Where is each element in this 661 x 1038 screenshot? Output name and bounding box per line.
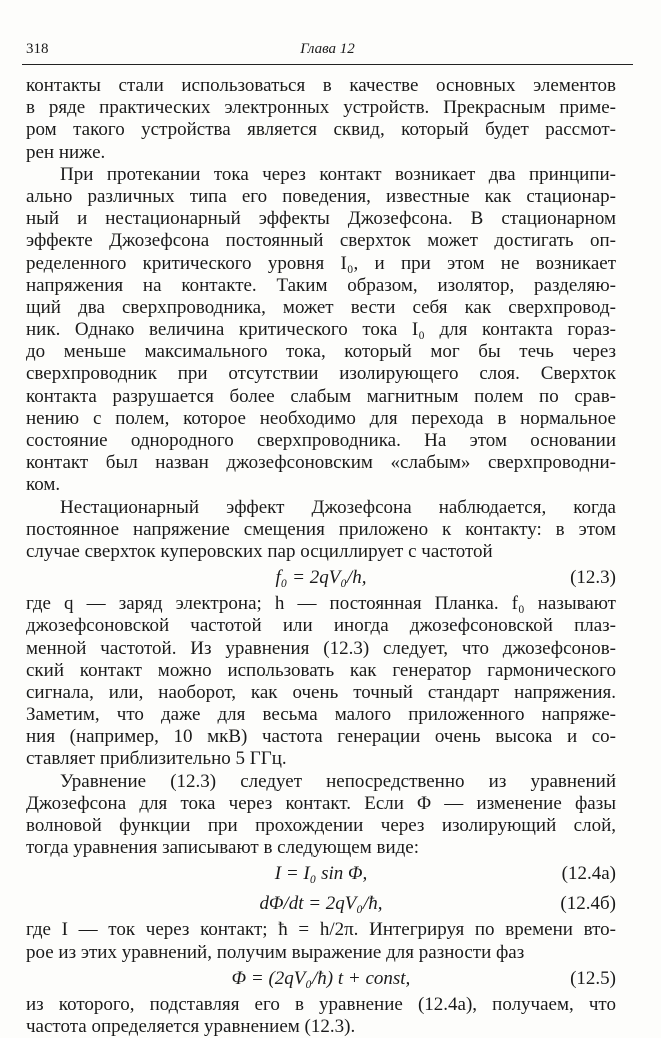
text-line: Заметим, что даже для весьма малого приложенного напряже-	[26, 704, 616, 726]
text-line: из которого, подставляя его в уравнение (12.4a), получаем, что	[26, 993, 616, 1015]
text-line: Джозефсона для тока через контакт. Если Φ — изменение фазы	[26, 792, 616, 814]
text-line: ния (например, 10 мкВ) частота генерации очень высока и со-	[26, 726, 616, 748]
text-line: ром такого устройства является сквид, который будет рассмот-	[26, 119, 616, 141]
text-line: ский контакт можно использовать как генератор гармонического	[26, 659, 616, 681]
text-line: ределенного критического уровня I₀, и при этом не возникает	[26, 252, 616, 274]
text-line: ком.	[26, 474, 61, 496]
page-body	[26, 75, 616, 1038]
text-line: контакт был назван джозефсоновским «слабым» сверхпроводни-	[26, 452, 616, 474]
text-line: При протекании тока через контакт возникает два принципи-	[60, 163, 616, 185]
equation-12-5	[26, 964, 616, 994]
text-line: ально различных типа его поведения, известные как стационар-	[26, 185, 616, 207]
text-line: случае сверхток куперовских пар осциллирует с частотой	[26, 540, 493, 562]
text-line: где I — ток через контакт; ħ = h/2π. Интегрируя по времени вто-	[26, 919, 616, 941]
text-line: ный и нестационарный эффекты Джозефсона. В стационарном	[26, 208, 616, 230]
text-line: где q — заряд электрона; h — постоянная Планка. f₀ называют	[26, 593, 616, 615]
chapter-title: Глава 12	[300, 41, 355, 57]
text-line: постоянное напряжение смещения приложено к контакту: в этом	[26, 518, 616, 540]
equation-number: (12.5)	[570, 967, 616, 989]
text-line: контакты стали использоваться в качестве основных элементов	[26, 75, 616, 96]
equation-number: (12.4б)	[560, 893, 616, 915]
text-line: рое из этих уравнений, получим выражение для разности фаз	[26, 941, 525, 963]
text-line: состояние однородного сверхпроводника. На этом основании	[26, 430, 616, 451]
text-line: эффекте Джозефсона постоянный сверхток может достигать оп-	[26, 230, 616, 252]
text-line: сигнала, или, наоборот, как очень точный стандарт напряжения.	[26, 681, 616, 703]
text-line: щий два сверхпроводника, может вести себя как сверхпровод-	[26, 296, 616, 318]
equation-expression: I = I₀ sin Φ,	[274, 863, 368, 885]
text-line: ник. Однако величина критического тока I₀ для контакта гораз-	[26, 319, 616, 341]
text-line: напряжения на контакте. Таким образом, изолятор, разделяю-	[26, 274, 616, 296]
equation-number: (12.4a)	[561, 863, 616, 885]
text-line: волновой функции при прохождении через изолирующий слой,	[26, 815, 616, 836]
paragraph-7	[26, 994, 616, 1038]
equation-expression: dΦ/dt = 2qV₀/ħ,	[259, 893, 383, 915]
running-header	[22, 38, 633, 65]
paragraph-2	[26, 164, 616, 497]
equation-12-4b	[26, 889, 616, 919]
text-line: нению с полем, которое необходимо для перехода в нормальное	[26, 407, 616, 429]
equation-expression: f₀ = 2qV₀/h,	[275, 567, 367, 589]
text-line: менной частотой. Из уравнения (12.3) следует, что джозефсонов-	[26, 637, 616, 659]
paragraph-5	[26, 771, 616, 860]
paragraph-4	[26, 593, 616, 771]
text-line: Нестационарный эффект Джозефсона наблюдается, когда	[60, 496, 616, 518]
equation-number: (12.3)	[570, 567, 616, 589]
text-line: Уравнение (12.3) следует непосредственно из уравнений	[60, 770, 616, 792]
paragraph-6	[26, 919, 616, 963]
equation-12-3	[26, 563, 616, 593]
paragraph-3	[26, 497, 616, 564]
paragraph-1	[26, 75, 616, 164]
equation-expression: Φ = (2qV₀/ħ) t + const,	[231, 967, 411, 989]
text-line: в ряде практических электронных устройств. Прекрасным приме-	[26, 97, 616, 119]
text-line: частота определяется уравнением (12.3).	[26, 1015, 356, 1037]
text-line: сверхпроводник при отсутствии изолирующего слоя. Сверхток	[26, 363, 616, 385]
text-line: до меньше максимального тока, который мог бы течь через	[26, 341, 616, 363]
page-number: 318	[26, 41, 49, 57]
text-line: рен ниже.	[26, 141, 106, 163]
equation-12-4a	[26, 859, 616, 889]
text-line: ставляет приблизительно 5 ГГц.	[26, 748, 287, 770]
text-line: контакта разрушается более слабым магнитным полем по срав-	[26, 385, 616, 407]
text-line: тогда уравнения записывают в следующем виде:	[26, 837, 419, 859]
text-line: джозефсоновской частотой или иногда джозефсоновской плаз-	[26, 615, 616, 637]
